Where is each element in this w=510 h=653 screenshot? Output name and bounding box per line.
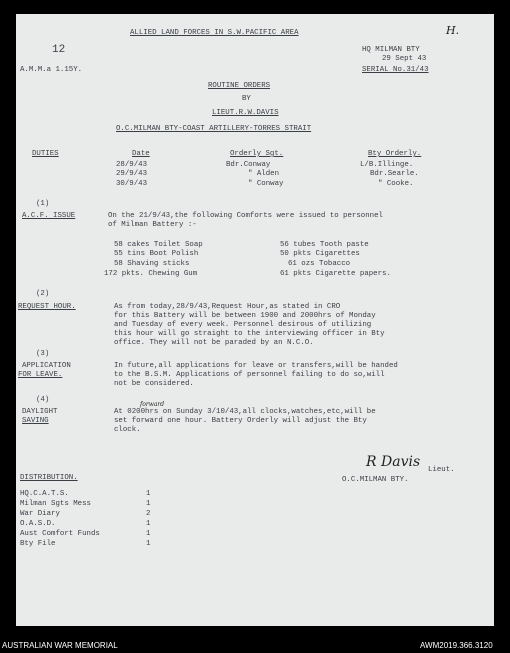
duties-row-3-date: 30/9/43 xyxy=(116,180,148,188)
section-4-heading-2: SAVING xyxy=(22,417,49,425)
orders-title: ROUTINE ORDERS xyxy=(208,82,271,90)
distribution-label: DISTRIBUTION. xyxy=(20,474,78,482)
duties-header-sgt: Orderly Sgt. xyxy=(230,150,284,158)
section-3-number: (3) xyxy=(36,350,50,358)
distribution-count: 2 xyxy=(146,510,151,518)
duties-header-orderly: Bty Orderly. xyxy=(368,150,422,158)
distribution-item: Milman Sgts Mess xyxy=(20,500,91,508)
section-2-body-1: As from today,28/9/43,Request Hour,as stated in CRO xyxy=(114,303,341,311)
duties-row-1-sgt: Bdr.Conway xyxy=(226,161,271,169)
distribution-count: 1 xyxy=(146,490,151,498)
orders-by: BY xyxy=(242,95,251,103)
distribution-count: 1 xyxy=(146,520,151,528)
section-1-number: (1) xyxy=(36,200,50,208)
hq-line: HQ MILMAN BTY xyxy=(362,46,420,54)
handwritten-annotation: forward xyxy=(140,401,165,408)
distribution-item: Bty File xyxy=(20,540,56,548)
comfort-item: 56 tubes Tooth paste xyxy=(280,241,369,249)
serial-number: SERIAL No.31/43 xyxy=(362,66,429,74)
orders-unit: O.C.MILMAN BTY-COAST ARTILLERY-TORRES STRAIT xyxy=(116,125,312,133)
duties-row-2-sgt: " Alden xyxy=(248,170,280,178)
distribution-item: Aust Comfort Funds xyxy=(20,530,100,538)
page-marker: H. xyxy=(446,24,460,37)
section-3-body-2: to the B.S.M. Applications of personnel failing to do so,will xyxy=(114,371,385,379)
signature-rank: Lieut. xyxy=(428,466,455,474)
comfort-item: 172 pkts. Chewing Gum xyxy=(104,270,198,278)
footer-accession-number: AWM2019.366.3120 xyxy=(420,641,493,650)
section-2-body-4: this hour will go straight to the interviewing officer in Bty xyxy=(114,330,385,338)
archive-footer xyxy=(0,636,510,653)
reference: A.M.M.a 1.15Y. xyxy=(20,66,83,74)
section-3-body-1: In future,all applications for leave or transfers,will be handed xyxy=(114,362,398,370)
distribution-count: 1 xyxy=(146,540,151,548)
comfort-item: 61 ozs Tobacco xyxy=(288,260,351,268)
distribution-item: HQ.C.A.T.S. xyxy=(20,490,69,498)
section-2-body-5: office. They will not be paraded by an N.C.O. xyxy=(114,339,314,347)
section-1-body-2: of Milman Battery :- xyxy=(108,221,197,229)
comfort-item: 58 cakes Toilet Soap xyxy=(114,241,203,249)
section-4-heading-1: DAYLIGHT xyxy=(22,408,58,416)
distribution-item: O.A.S.D. xyxy=(20,520,56,528)
duties-row-3-sgt: " Conway xyxy=(248,180,284,188)
section-3-heading-2: FOR LEAVE. xyxy=(18,371,63,379)
duties-row-1-date: 28/9/43 xyxy=(116,161,148,169)
distribution-count: 1 xyxy=(146,530,151,538)
duties-row-2-orderly: Bdr.Searle. xyxy=(370,170,419,178)
section-2-heading: REQUEST HOUR. xyxy=(18,303,76,311)
duties-header-date: Date xyxy=(132,150,150,158)
section-2-number: (2) xyxy=(36,290,50,298)
duties-row-1-orderly: L/B.Illinge. xyxy=(360,161,414,169)
duties-label: DUTIES xyxy=(32,150,59,158)
section-3-heading-1: APPLICATION xyxy=(22,362,71,370)
document-title: ALLIED LAND FORCES IN S.W.PACIFIC AREA xyxy=(130,29,299,37)
section-3-body-3: not be considered. xyxy=(114,380,194,388)
section-4-body-3: clock. xyxy=(114,426,141,434)
orders-officer: LIEUT.R.W.DAVIS xyxy=(212,109,279,117)
section-1-body-1: On the 21/9/43,the following Comforts were issued to personnel xyxy=(108,212,383,220)
signature: R Davis xyxy=(366,454,421,470)
document-page xyxy=(16,14,494,626)
distribution-count: 1 xyxy=(146,500,151,508)
comfort-item: 58 Shaving sticks xyxy=(114,260,190,268)
comfort-item: 55 tins Boot Polish xyxy=(114,250,199,258)
comfort-item: 61 pkts Cigarette papers. xyxy=(280,270,391,278)
duties-row-3-orderly: " Cooke. xyxy=(378,180,414,188)
section-1-heading: A.C.F. ISSUE xyxy=(22,212,76,220)
section-4-body-1: At 0200hrs on Sunday 3/10/43,all clocks,watches,etc,will be xyxy=(114,408,376,416)
distribution-item: War Diary xyxy=(20,510,60,518)
section-2-body-3: and Tuesday of every week. Personnel desirous of utilizing xyxy=(114,321,372,329)
signature-title: O.C.MILMAN BTY. xyxy=(342,476,409,484)
handwritten-number: 12 xyxy=(52,44,66,56)
section-4-body-2: set forward one hour. Battery Orderly will adjust the Bty xyxy=(114,417,367,425)
date-line: 29 Sept 43 xyxy=(382,55,427,63)
section-2-body-2: for this Battery will be between 1900 and 2000hrs of Monday xyxy=(114,312,376,320)
footer-institution: AUSTRALIAN WAR MEMORIAL xyxy=(2,641,118,650)
duties-row-2-date: 29/9/43 xyxy=(116,170,148,178)
section-4-number: (4) xyxy=(36,396,50,404)
comfort-item: 50 pkts Cigarettes xyxy=(280,250,360,258)
